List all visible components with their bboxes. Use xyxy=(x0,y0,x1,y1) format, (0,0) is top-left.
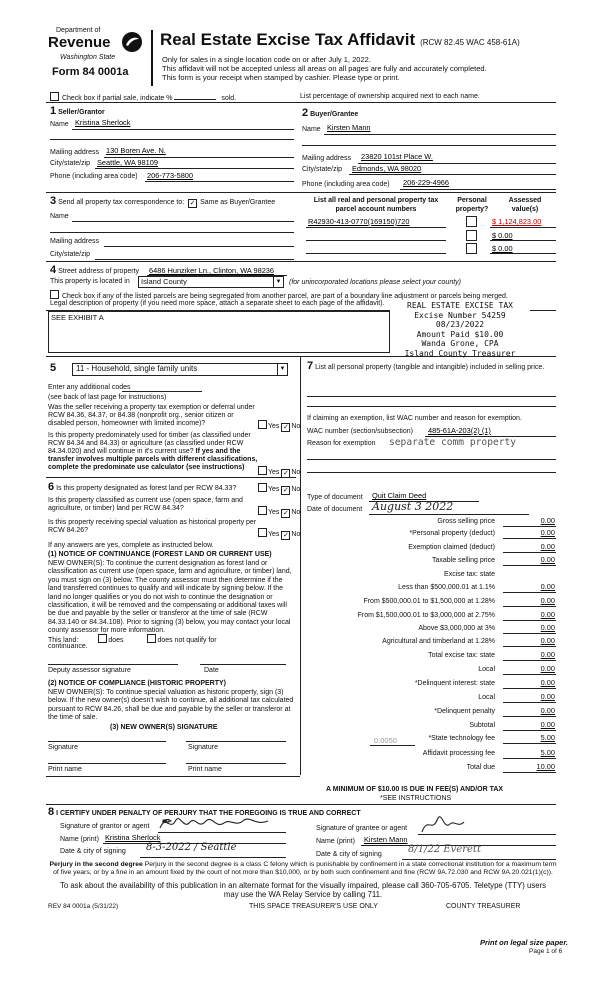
calc-row-label: *Delinquent interest: state xyxy=(414,680,495,687)
parcel-personal-checkbox-2[interactable] xyxy=(466,230,477,241)
perjury-notice: Perjury in the second degree Perjury in the second degree is a class C felony which is punishable by confinement in a state correctional institution for a maximum term of five years, or by a fine in an amount fixed by the court of not more than $10,000, or by both such confinement and fine (RCW 9A.72.030 and RCW 9A.20.021(1)(c)). xyxy=(49,861,557,877)
segregated-row xyxy=(50,290,508,300)
page-number: Page 1 of 6 xyxy=(529,948,563,955)
legal-description-text: SEE EXHIBIT A xyxy=(51,313,104,322)
s6-q1-no-checkbox[interactable]: ✓ xyxy=(282,487,289,494)
chevron-down-icon: ▼ xyxy=(277,364,287,375)
print-legal-note: Print on legal size paper. xyxy=(480,938,568,947)
calc-row-value[interactable]: 0.00 xyxy=(540,596,555,605)
s6-q2-no-checkbox[interactable]: ✓ xyxy=(282,510,289,517)
s3-city-label: City/state/zip xyxy=(50,251,91,258)
dept-state: Washington State xyxy=(60,54,116,61)
see-instructions-note: *SEE INSTRUCTIONS xyxy=(380,795,452,802)
calc-row-value[interactable]: 0.00 xyxy=(540,636,555,645)
deputy-signature-label: Deputy assessor signature xyxy=(48,667,131,674)
s3-name-label: Name xyxy=(50,213,69,220)
seller-phone-field[interactable]: 206-773-5800 xyxy=(147,171,194,180)
s6-q3-answer: Yes ✓ No xyxy=(258,528,300,540)
doc-type-field[interactable]: Quit Claim Deed xyxy=(372,491,427,500)
buyer-mailing-label: Mailing address xyxy=(302,155,352,162)
s5-q2-no-checkbox[interactable]: ✓ xyxy=(282,470,289,477)
calc-row-label: Total due xyxy=(466,764,495,771)
calc-row-value[interactable]: 0.00 xyxy=(540,678,555,687)
calc-row-value[interactable]: 0.00 xyxy=(540,650,555,659)
parcel-header-personal: Personal property? xyxy=(455,197,489,213)
buyer-city-field[interactable]: Edmonds, WA 98020 xyxy=(352,164,422,173)
s5-q2-yes-checkbox[interactable] xyxy=(258,466,267,475)
grantee-date-field[interactable]: 8/1/22 Everett xyxy=(408,844,481,855)
street-address-field[interactable]: 6486 Hunziker Ln., Clinton, WA 98236 xyxy=(149,266,275,275)
partial-sale-checkbox[interactable] xyxy=(50,92,59,101)
buyer-phone-field[interactable]: 206-229-4966 xyxy=(403,178,450,187)
calc-row-value[interactable]: 5.00 xyxy=(540,733,555,742)
form-title-text: Real Estate Excise Tax Affidavit xyxy=(160,30,416,49)
parcel-header-assessed: Assessed value(s) xyxy=(508,197,542,213)
partial-sold-label: sold. xyxy=(221,95,237,102)
s6-q2-answer: Yes ✓ No xyxy=(258,506,300,518)
calc-row-label: *Delinquent penalty xyxy=(434,708,495,715)
grantor-date-label: Date & city of signing xyxy=(60,848,126,855)
grantor-name-label: Name (print) xyxy=(60,836,99,843)
located-label: This property is located in xyxy=(50,278,130,285)
owner-signature-label-1: Signature xyxy=(48,744,78,751)
buyer-name-label: Name xyxy=(302,126,321,133)
doc-date-field[interactable]: August 3 2022 xyxy=(372,500,454,513)
seller-name-field[interactable]: Kristina Sherlock xyxy=(75,118,131,127)
calc-row-label: Local xyxy=(478,694,495,701)
seller-city-label: City/state/zip xyxy=(50,160,91,167)
grantee-name-label: Name (print) xyxy=(316,838,355,845)
notice2-title: (2) NOTICE OF COMPLIANCE (HISTORIC PROPERTY) xyxy=(48,680,226,687)
stamp-line-6: Island County Treasurer xyxy=(404,348,516,358)
grantee-signature-label: Signature of grantee or agent xyxy=(316,825,408,832)
calc-row-value[interactable]: 0.00 xyxy=(540,610,555,619)
calc-row-label: Agricultural and timberland at 1.28% xyxy=(382,638,495,645)
stamp-line-1: REAL ESTATE EXCISE TAX xyxy=(407,301,513,310)
parcel-account-1[interactable]: R42930-413-0770(169150)720 xyxy=(308,217,410,226)
additional-codes-label: Enter any additional codes xyxy=(48,384,131,391)
calc-row-label: Subtotal xyxy=(469,722,495,729)
grantee-name-field[interactable]: Kirsten Mann xyxy=(364,835,408,844)
calc-row-value[interactable]: 0.00 xyxy=(540,720,555,729)
header-note-3: This form is your receipt when stamped by cashier. Please type or print. xyxy=(162,73,400,82)
street-row: 4 Street address of property xyxy=(50,264,140,276)
exemption-note: If claiming an exemption, list WAC number and reason for exemption. xyxy=(307,415,522,422)
s5-question-1: Was the seller receiving a property tax exemption or deferral under RCW 84.36, 84.37, or 84.38 (nonprofit org., senior citizen or disabled person, homeowner with limited income)? xyxy=(48,404,255,427)
calc-row-label: Taxable selling price xyxy=(431,557,495,564)
segregated-checkbox[interactable] xyxy=(50,290,59,299)
parcel-personal-checkbox-3[interactable] xyxy=(466,243,477,254)
form-title-ref: (RCW 82.45 WAC 458-61A) xyxy=(420,38,520,47)
certify-line: 8 I CERTIFY UNDER PENALTY OF PERJURY THAT THE FOREGOING IS TRUE AND CORRECT xyxy=(48,806,361,818)
grantor-signature[interactable]: ✒ xyxy=(160,814,172,830)
this-land-row: This land: does does not qualify for xyxy=(48,634,217,644)
s5-q1-yes-checkbox[interactable] xyxy=(258,420,267,429)
s6-q2-yes-checkbox[interactable] xyxy=(258,506,267,515)
seller-name-label: Name xyxy=(50,121,69,128)
s6-q1-yes-checkbox[interactable] xyxy=(258,483,267,492)
same-as-buyer-checkbox[interactable]: ✓ xyxy=(189,200,196,207)
continuance-label: continuance. xyxy=(48,643,88,650)
buyer-city-label: City/state/zip xyxy=(302,166,343,173)
owner-print-name-label-1: Print name xyxy=(48,766,82,773)
grantee-date-label: Date & city of signing xyxy=(316,851,382,858)
legal-description-label: Legal description of property (if you need more space, attach a separate sheet to each page of the affidavit). xyxy=(50,300,385,307)
grantor-signature-scribble xyxy=(158,812,276,834)
s6-q3-no-checkbox[interactable]: ✓ xyxy=(282,532,289,539)
header-note-1: Only for sales in a single location code on or after July 1, 2022. xyxy=(162,55,371,64)
calc-row-label: Gross selling price xyxy=(437,518,495,525)
parcel-value-1[interactable]: $ 1,124,823.00 xyxy=(492,217,542,226)
ownership-note: List percentage of ownership acquired next to each name. xyxy=(300,93,480,100)
buyer-mailing-field[interactable]: 23820 101st Place W. xyxy=(361,152,433,161)
does-qualify-checkbox[interactable] xyxy=(98,634,107,643)
calc-row-label: *State technology fee xyxy=(428,735,495,742)
s5-q1-answer: Yes ✓ No xyxy=(258,420,300,432)
calc-row-value[interactable]: 0.00 xyxy=(540,582,555,591)
form-title xyxy=(160,30,520,50)
s6-question-3: Is this property receiving special valuation as historical property per RCW 84.26? xyxy=(48,519,257,534)
owner-print-name-label-2: Print name xyxy=(188,766,222,773)
s6-question-2: Is this property classified as current use (open space, farm and agriculture, or timber) land per RCW 84.34? xyxy=(48,497,243,512)
parcel-value-3[interactable]: $ 0.00 xyxy=(492,244,513,253)
treasurer-use-label: THIS SPACE TREASURER'S USE ONLY xyxy=(249,903,378,910)
dor-logo xyxy=(46,24,146,86)
buyer-section-title: 2 Buyer/Grantee xyxy=(302,107,359,119)
wac-field[interactable]: 485-61A-203(2) (1) xyxy=(428,426,491,435)
county-select[interactable] xyxy=(138,276,284,288)
grantee-signature-scribble xyxy=(418,812,468,836)
calc-row-value[interactable]: 0.00 xyxy=(540,528,555,537)
seller-mailing-label: Mailing address xyxy=(50,149,100,156)
notice1-body: NEW OWNER(S): To continue the current designation as forest land or classification as current use (open space, farm and agriculture, or timber) land, you must sign on (3) below. The county assessor must then determine if the land transferred continues to qualify and will indicate by signing below. If the land no longer qualifies or you do not wish to continue the designation or classification, it will be removed and the compensating or additional taxes will be due and payable by the seller or transferor at the time of sale (RCW 84.33.140 or 84.34.108). Prior to signing (3) below, you may contact your local county assessor for more information. xyxy=(48,560,292,635)
dor-logo-mark-icon xyxy=(120,30,144,54)
header-note-2: This affidavit will not be accepted unless all areas on all pages are fully and accurately completed. xyxy=(162,64,487,73)
calc-row-value[interactable]: 0.00 xyxy=(540,555,555,564)
parcel-header-list: List all real and personal property tax parcel account numbers xyxy=(313,197,439,213)
partial-sale-row xyxy=(50,92,236,102)
seller-mailing-field[interactable]: 130 Boren Ave. N. xyxy=(106,146,166,155)
buyer-phone-label: Phone (including area code) xyxy=(302,181,390,188)
calc-row-label: Excise tax: state xyxy=(444,571,495,578)
rev-number: REV 84 0001a (5/31/22) xyxy=(48,903,119,910)
calc-row-value[interactable]: 0.00 xyxy=(540,516,555,525)
calc-row-value[interactable]: 10.00 xyxy=(536,762,555,771)
calc-row-value[interactable]: 0.00 xyxy=(540,706,555,715)
minimum-note: A MINIMUM OF $10.00 IS DUE IN FEE(S) AND/OR TAX xyxy=(326,786,504,793)
calc-row-label: *Personal property (deduct) xyxy=(409,530,495,537)
correspondence-row: 3 Send all property tax correspondence to: ✓ Same as Buyer/Grantee xyxy=(50,195,276,207)
s6-q3-yes-checkbox[interactable] xyxy=(258,528,267,537)
stamp-line-4: Amount Paid $10.00 xyxy=(416,329,504,339)
calc-row-label: From $500,000.01 to $1,500,000 at 1.28% xyxy=(363,598,495,605)
see-back-note: (see back of last page for instructions) xyxy=(48,394,167,401)
calc-row-label: Exemption claimed (deduct) xyxy=(408,544,495,551)
use-code-select-value: 11 - Household, single family units xyxy=(76,364,198,373)
calc-row-value[interactable]: 0.00 xyxy=(540,664,555,673)
doc-type-label: Type of document xyxy=(307,494,363,501)
section5-number: 5 xyxy=(50,362,57,374)
stamp-line-5: Wanda Grone, CPA xyxy=(421,339,499,349)
calc-row-label: Less than $500,000.01 at 1.1% xyxy=(398,584,495,591)
accessibility-notice: To ask about the availability of this publication in an alternate format for the visually impaired, please call 360-705-6705. Teletype (TTY) users may use the WA Relay Service by calling 711. xyxy=(59,881,547,899)
s6-q1-answer: Yes ✓ No xyxy=(258,483,300,495)
county-treasurer-label: COUNTY TREASURER xyxy=(446,903,521,910)
notice1-title: (1) NOTICE OF CONTINUANCE (FOREST LAND OR CURRENT USE) xyxy=(48,551,272,558)
calc-row-value[interactable]: 5.00 xyxy=(540,748,555,757)
calc-row-value[interactable]: 0.00 xyxy=(540,692,555,701)
county-select-value: Island County xyxy=(141,277,187,286)
doc-date-label: Date of document xyxy=(307,506,363,513)
parcel-personal-checkbox-1[interactable] xyxy=(466,216,477,227)
stamp-line-3: 08/23/2022 xyxy=(435,320,485,330)
chevron-down-icon: ▼ xyxy=(273,277,283,287)
calc-row-label: From $1,500,000.01 to $3,000,000 at 2.75% xyxy=(357,612,495,619)
calc-row-label: Affidavit processing fee xyxy=(422,750,495,757)
treasurer-stamp xyxy=(390,301,530,359)
use-code-select[interactable] xyxy=(72,363,288,376)
local-rate-field[interactable]: 0.0050 xyxy=(374,736,397,745)
grantor-signature-label: Signature of grantor or agent xyxy=(60,823,150,830)
calc-row-value[interactable]: 0.00 xyxy=(540,623,555,632)
form-number: Form 84 0001a xyxy=(52,66,129,78)
deputy-date-label: Date xyxy=(204,667,219,674)
if-yes-note: If any answers are yes, complete as instructed below. xyxy=(48,542,214,549)
wac-label: WAC number (section/subsection) xyxy=(307,428,413,435)
seller-city-field[interactable]: Seattle, WA 98109 xyxy=(97,158,158,167)
s5-q2-answer: Yes ✓ No xyxy=(258,466,300,478)
notice2-body: NEW OWNER(S): To continue special valuation as historic property, sign (3) below. If the new owner(s) doesn't wish to continue, all additional tax calculated pursuant to RCW 84.26, shall be due and payable by the seller or transferor at the time of sale. xyxy=(48,689,294,722)
s6-question-1: 6 Is this property designated as forest land per RCW 84.33? xyxy=(48,481,237,493)
seller-phone-label: Phone (including area code) xyxy=(50,173,138,180)
calc-row-value[interactable]: 0.00 xyxy=(540,542,555,551)
s5-question-2: Is this property predominately used for timber (as classified under RCW 84.34 and 84.33) or agriculture (as classified under RCW 84.34.020) and will continue in it's current use? If yes and the transfer involves multiple parcels with different classifications, complete the predominate use calculator (see instructions) xyxy=(48,432,258,471)
owner-signature-label-2: Signature xyxy=(188,744,218,751)
dept-line2: Revenue xyxy=(48,34,111,51)
reason-field[interactable]: separate comm property xyxy=(389,437,517,448)
calc-row-label: Local xyxy=(478,666,495,673)
county-note: (for unincorporated locations please select your county) xyxy=(289,279,461,286)
seller-section-title: 1 Seller/Grantor xyxy=(50,105,105,117)
legal-description-field[interactable] xyxy=(48,311,390,353)
parcel-value-2[interactable]: $ 0.00 xyxy=(492,231,513,240)
grantor-name-field[interactable]: Kristina Sherlock xyxy=(105,833,161,842)
dept-line1: Department of xyxy=(56,27,101,34)
calc-row-label: Above $3,000,000 at 3% xyxy=(418,625,495,632)
s5-q1-no-checkbox[interactable]: ✓ xyxy=(282,424,289,431)
s3-mailing-label: Mailing address xyxy=(50,238,100,245)
buyer-name-field[interactable]: Kirsten Mann xyxy=(327,123,371,132)
stamp-line-2: Excise Number 54259 xyxy=(414,310,506,320)
does-not-qualify-checkbox[interactable] xyxy=(147,634,156,643)
notice3-title: (3) NEW OWNER(S) SIGNATURE xyxy=(110,724,218,731)
calc-row-label: Total excise tax: state xyxy=(428,652,495,659)
section7-label: 7 List all personal property (tangible and intangible) included in selling price. xyxy=(307,360,545,372)
reason-label: Reason for exemption xyxy=(307,440,376,447)
grantor-date-field[interactable]: 8-3-2022 / Seattle xyxy=(146,842,237,853)
segregated-label: Check box if any of the listed parcels are being segregated from another parcel, are part of a boundary line adjustment or parcels being merged. xyxy=(61,293,508,300)
partial-sale-label: Check box if partial sale, indicate % xyxy=(61,95,173,102)
